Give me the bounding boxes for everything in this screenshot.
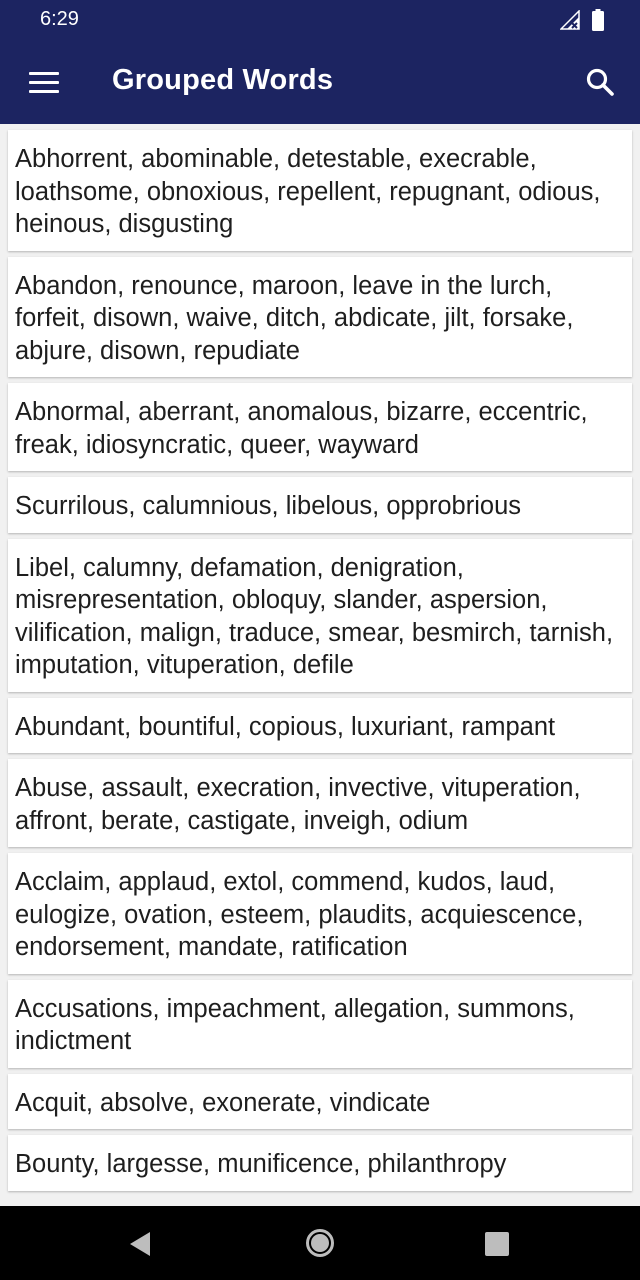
- word-group-list[interactable]: [0, 124, 640, 1206]
- home-icon[interactable]: [306, 1229, 334, 1257]
- word-group-card[interactable]: Abnormal, aberrant, anomalous, bizarre, eccentric, freak, idiosyncratic, queer, wayward: [8, 383, 632, 471]
- word-group-card[interactable]: Acclaim, applaud, extol, commend, kudos, laud, eulogize, ovation, esteem, plaudits, acquiescence, endorsement, mandate, ratification: [8, 853, 632, 974]
- word-group-card[interactable]: Abundant, bountiful, copious, luxuriant, rampant: [8, 698, 632, 754]
- search-icon: [585, 67, 615, 97]
- status-icons: [560, 9, 604, 31]
- back-icon[interactable]: [128, 1231, 152, 1257]
- status-time: 6:29: [40, 8, 79, 30]
- word-group-card[interactable]: Acquit, absolve, exonerate, vindicate: [8, 1074, 632, 1130]
- battery-icon: [592, 9, 604, 31]
- word-group-card[interactable]: Accusations, impeachment, allegation, summons, indictment: [8, 980, 632, 1068]
- word-group-card[interactable]: Abandon, renounce, maroon, leave in the lurch, forfeit, disown, waive, ditch, abdicate, jilt, forsake, abjure, disown, repudiate: [8, 257, 632, 378]
- word-group-card[interactable]: Abuse, assault, execration, invective, vituperation, affront, berate, castigate, inveigh, odium: [8, 759, 632, 847]
- word-group-card[interactable]: Abhorrent, abominable, detestable, execrable, loathsome, obnoxious, repellent, repugnant, odious, heinous, disgusting: [8, 130, 632, 251]
- hamburger-icon-line: [29, 90, 59, 93]
- home-icon-dot: [311, 1234, 329, 1252]
- hamburger-icon-line: [29, 72, 59, 75]
- word-group-card[interactable]: Scurrilous, calumnious, libelous, opprobrious: [8, 477, 632, 533]
- recents-icon[interactable]: [485, 1232, 509, 1256]
- search-button[interactable]: [578, 60, 622, 104]
- status-bar: [0, 0, 640, 40]
- signal-icon: [560, 10, 580, 30]
- menu-button[interactable]: [22, 60, 66, 104]
- app-bar: [0, 40, 640, 124]
- hamburger-icon-line: [29, 81, 59, 84]
- word-group-card[interactable]: Bounty, largesse, munificence, philanthropy: [8, 1135, 632, 1191]
- word-group-card[interactable]: Libel, calumny, defamation, denigration, misrepresentation, obloquy, slander, aspersion, vilification, malign, traduce, smear, besmirch, tarnish, imputation, vituperation, defile: [8, 539, 632, 692]
- system-nav-bar: [0, 1206, 640, 1280]
- page-title: Grouped Words: [112, 64, 334, 96]
